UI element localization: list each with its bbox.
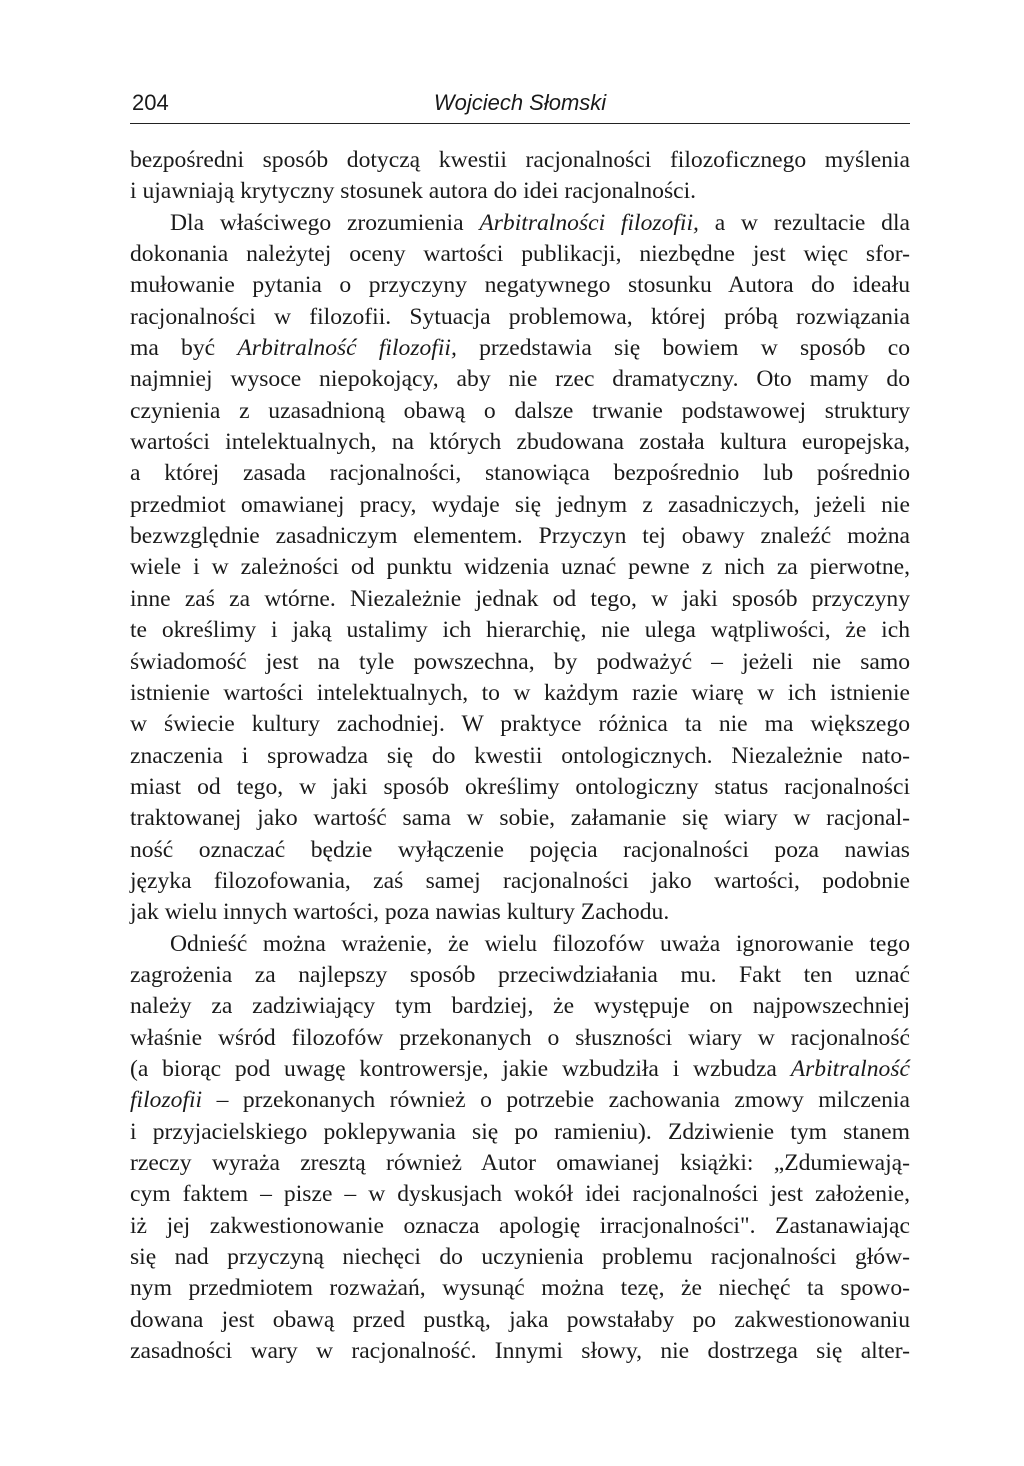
text-segment: zasadności wary w racjonalność. Innymi słowy, nie dostrzega się alter- [130,1338,910,1365]
text-line [130,991,910,1022]
text-segment: dokonania należytej oceny wartości publikacji, niezbędne jest więc sfor- [130,241,910,268]
text-segment: iż jej zakwestionowanie oznacza apologię irracjonalności". Zastanawiając [130,1212,910,1239]
text-line [130,208,910,239]
text-segment: a której zasada racjonalności, stanowiąca bezpośrednio lub pośrednio [130,460,910,487]
text-segment: i przyjacielskiego poklepywania się po ramieniu). Zdziwienie tym stanem [130,1118,910,1145]
text-line [130,1211,910,1242]
text-line [130,584,910,615]
text-segment: w świecie kultury zachodniej. W praktyce różnica ta nie ma większego [130,711,910,738]
text-line [130,1305,910,1336]
page-number: 204 [132,90,169,115]
text-segment: jak wielu innych wartości, poza nawias kultury Zachodu. [130,899,670,926]
text-segment: – przekonanych również o potrzebie zachowania zmowy milczenia [202,1087,910,1114]
text-segment: należy za zadziwiający tym bardziej, że występuje on najpowszechniej [130,993,910,1020]
text-segment: Dla właściwego zrozumienia [170,209,480,236]
text-segment: i ujawniają krytyczny stosunek autora do idei racjonalności. [130,178,697,205]
text-segment: (a biorąc pod uwagę kontrowersje, jakie wzbudziła i wzbudza [130,1055,791,1082]
text-line [130,396,910,427]
text-line [130,176,910,207]
text-line [130,1273,910,1304]
text-segment: wiele i w zależności od punktu widzenia uznać pewne z nich za pierwotne, [130,554,910,581]
text-segment: te określimy i jaką ustalimy ich hierarchię, nie ulega wątpliwości, że ich [130,617,910,644]
text-segment: się nad przyczyną niechęci do uczynienia problemu racjonalności głów- [130,1244,910,1271]
text-segment: znaczenia i sprowadza się do kwestii ontologicznych. Niezależnie nato- [130,742,910,769]
text-line [130,427,910,458]
italic-title-segment: Arbitralności filozofii, [479,209,699,236]
running-head-author: Wojciech Słomski [433,90,607,115]
text-line [130,897,910,928]
text-segment: przedmiot omawianej pracy, wydaje się jednym z zasadniczych, jeżeli nie [130,491,910,518]
text-line [130,1336,910,1367]
text-segment: właśnie wśród filozofów przekonanych o słuszności wiary w racjonalność [130,1024,910,1051]
text-line [130,615,910,646]
text-segment: bezpośredni sposób dotyczą kwestii racjonalności filozoficznego myślenia [130,147,910,173]
text-segment: czynienia z uzasadnioną obawą o dalsze trwanie podstawowej struktury [130,397,910,424]
text-segment: języka filozofowania, zaś samej racjonalności jako wartości, podobnie [130,867,910,894]
text-line [130,960,910,991]
text-line [130,458,910,489]
text-segment: mułowanie pytania o przyczyny negatywnego stosunku Autora do ideału [130,272,910,299]
text-segment: a w rezultacie dla [698,209,910,236]
text-line [130,678,910,709]
text-line [130,1179,910,1210]
text-line [130,1054,910,1085]
text-line [130,1117,910,1148]
text-segment: dowana jest obawą przed pustką, jaka powstałaby po zakwestionowaniu [130,1306,910,1333]
text-segment: najmniej wysoce niepokojący, aby nie rzec dramatyczny. Oto mamy do [130,366,910,393]
text-line [130,866,910,897]
text-line [130,490,910,521]
text-segment: istnienie wartości intelektualnych, to w każdym razie wiarę w ich istnienie [130,679,910,706]
text-line [130,552,910,583]
text-segment: racjonalności w filozofii. Sytuacja problemowa, której próbą rozwiązania [130,303,910,330]
text-line [130,270,910,301]
header-rule [130,123,910,124]
text-line [130,741,910,772]
italic-title-segment: Arbitralność [790,1055,910,1082]
text-line [130,1242,910,1273]
text-line [130,709,910,740]
text-line [130,929,910,960]
text-segment: bezwzględnie zasadniczym elementem. Przyczyn tej obawy znaleźć można [130,523,910,550]
text-line [130,1085,910,1116]
text-line [130,647,910,678]
text-line [130,239,910,270]
italic-title-segment: filozofii [130,1087,203,1114]
text-line [130,772,910,803]
text-line [130,1023,910,1054]
text-segment: nym przedmiotem rozważań, wysunąć można tezę, że niechęć ta spowo- [130,1275,910,1302]
text-segment: inne zaś za wtórne. Niezależnie jednak od tego, w jaki sposób przyczyny [130,585,910,612]
text-segment: ność oznaczać będzie wyłączenie pojęcia racjonalności poza nawias [130,836,910,863]
text-segment: Odnieść można wrażenie, że wielu filozofów uważa ignorowanie tego [170,930,910,957]
text-line [130,302,910,333]
page-header [130,86,910,126]
text-line [130,1148,910,1179]
text-segment: rzeczy wyraża zresztą również Autor omawianej książki: „Zdumiewają- [130,1150,910,1176]
text-segment: ma być [130,335,238,362]
text-segment: miast od tego, w jaki sposób określimy ontologiczny status racjonalności [130,773,910,800]
text-line [130,835,910,866]
text-line [130,521,910,552]
text-line [130,145,910,176]
text-segment: zagrożenia za najlepszy sposób przeciwdziałania mu. Fakt ten uznać [130,961,910,988]
text-segment: traktowanej jako wartość sama w sobie, załamanie się wiary w racjonal- [130,805,910,832]
text-segment: wartości intelektualnych, na których zbudowana została kultura europejska, [130,429,910,456]
text-line [130,333,910,364]
text-line [130,364,910,395]
text-segment: świadomość jest na tyle powszechna, by podważyć – jeżeli nie samo [130,648,910,675]
text-segment: przedstawia się bowiem w sposób co [456,335,911,362]
text-segment: cym faktem – pisze – w dyskusjach wokół idei racjonalności jest założenie, [130,1181,910,1208]
text-line [130,803,910,834]
italic-title-segment: Arbitralność filozofii, [237,335,457,362]
body-text [130,145,910,1367]
